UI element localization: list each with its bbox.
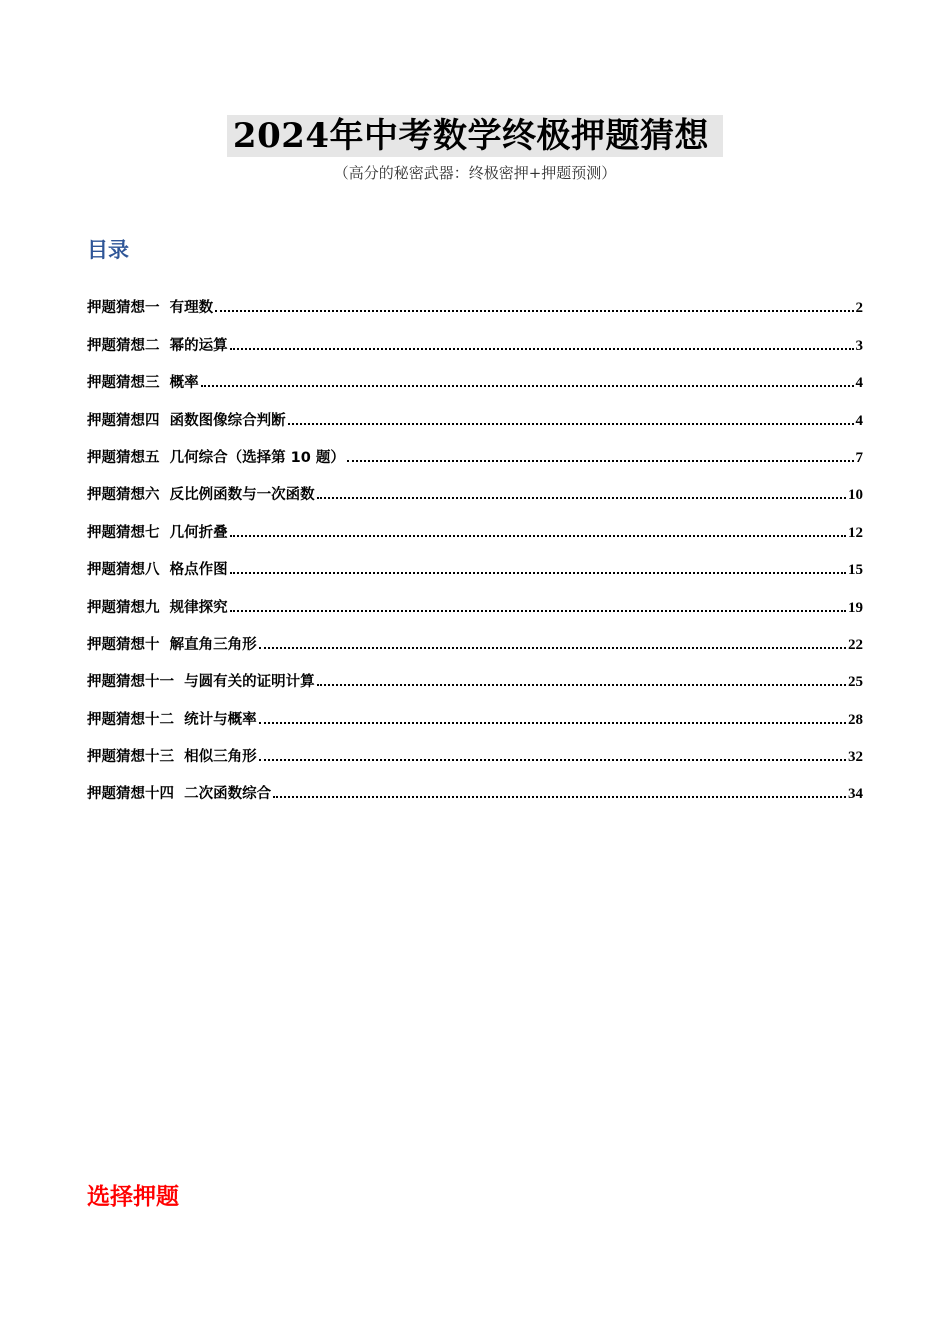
toc-entry-label: 押题猜想八 格点作图 — [87, 562, 228, 579]
toc-leader-dots — [230, 348, 854, 350]
toc-leader-dots — [230, 535, 846, 537]
toc-entry-11[interactable] — [87, 654, 863, 691]
toc-entry-5[interactable] — [87, 430, 863, 467]
toc-entry-3[interactable] — [87, 355, 863, 392]
toc-entry-label: 押题猜想十三 相似三角形 — [87, 749, 257, 766]
toc-entry-page: 34 — [848, 786, 863, 803]
toc-entry-label: 押题猜想十 解直角三角形 — [87, 636, 257, 653]
toc-entry-14[interactable] — [87, 766, 863, 803]
toc-entry-label: 押题猜想十四 二次函数综合 — [87, 786, 272, 803]
toc-entry-6[interactable] — [87, 467, 863, 504]
title-container — [0, 115, 950, 157]
toc-leader-dots — [259, 722, 846, 724]
toc-entry-label: 押题猜想三 概率 — [87, 375, 199, 392]
toc-entry-page: 19 — [848, 599, 863, 616]
toc-entry-label: 押题猜想四 函数图像综合判断 — [87, 412, 286, 429]
section-heading: 选择押题 — [87, 1184, 179, 1210]
toc-leader-dots — [288, 423, 854, 425]
toc-leader-dots — [215, 310, 853, 312]
toc-entry-label: 押题猜想十一 与圆有关的证明计算 — [87, 674, 315, 691]
toc-entry-page: 4 — [855, 412, 863, 429]
toc-entry-page: 28 — [848, 711, 863, 728]
toc-entry-label: 押题猜想六 反比例函数与一次函数 — [87, 487, 315, 504]
toc-leader-dots — [273, 796, 846, 798]
toc-entry-label: 押题猜想五 几何综合（选择第 10 题） — [87, 449, 345, 466]
toc-leader-dots — [317, 497, 846, 499]
toc-entry-page: 25 — [848, 674, 863, 691]
toc-leader-dots — [317, 684, 846, 686]
toc-entry-1[interactable] — [87, 280, 863, 317]
toc-entry-page: 32 — [848, 749, 863, 766]
toc-entry-8[interactable] — [87, 542, 863, 579]
toc-entry-page: 22 — [848, 636, 863, 653]
toc-entry-label: 押题猜想七 几何折叠 — [87, 524, 228, 541]
toc-leader-dots — [347, 460, 854, 462]
toc-entry-7[interactable] — [87, 504, 863, 541]
toc-entry-label: 押题猜想一 有理数 — [87, 300, 214, 317]
toc-entry-page: 15 — [848, 562, 863, 579]
toc-entry-10[interactable] — [87, 617, 863, 654]
toc-entry-page: 12 — [848, 524, 863, 541]
toc-entry-2[interactable] — [87, 317, 863, 354]
toc-entry-label: 押题猜想九 规律探究 — [87, 599, 228, 616]
document-subtitle: （高分的秘密武器：终极密押+押题预测） — [333, 164, 617, 182]
document-title: 2024年中考数学终极押题猜想 — [227, 115, 723, 157]
toc-entry-9[interactable] — [87, 579, 863, 616]
toc-entry-12[interactable] — [87, 691, 863, 728]
toc-heading: 目录 — [87, 238, 129, 262]
toc-entry-13[interactable] — [87, 729, 863, 766]
toc-entry-label: 押题猜想二 幂的运算 — [87, 337, 228, 354]
toc-leader-dots — [259, 759, 846, 761]
toc-leader-dots — [201, 385, 854, 387]
toc-entry-page: 4 — [855, 375, 863, 392]
toc-entry-page: 2 — [855, 300, 863, 317]
toc-entry-page: 3 — [855, 337, 863, 354]
toc-entry-page: 10 — [848, 487, 863, 504]
toc-leader-dots — [230, 572, 846, 574]
toc-leader-dots — [230, 610, 846, 612]
toc-entry-label: 押题猜想十二 统计与概率 — [87, 711, 257, 728]
toc-entry-4[interactable] — [87, 392, 863, 429]
toc-leader-dots — [259, 647, 846, 649]
table-of-contents — [87, 280, 863, 803]
toc-entry-page: 7 — [855, 449, 863, 466]
